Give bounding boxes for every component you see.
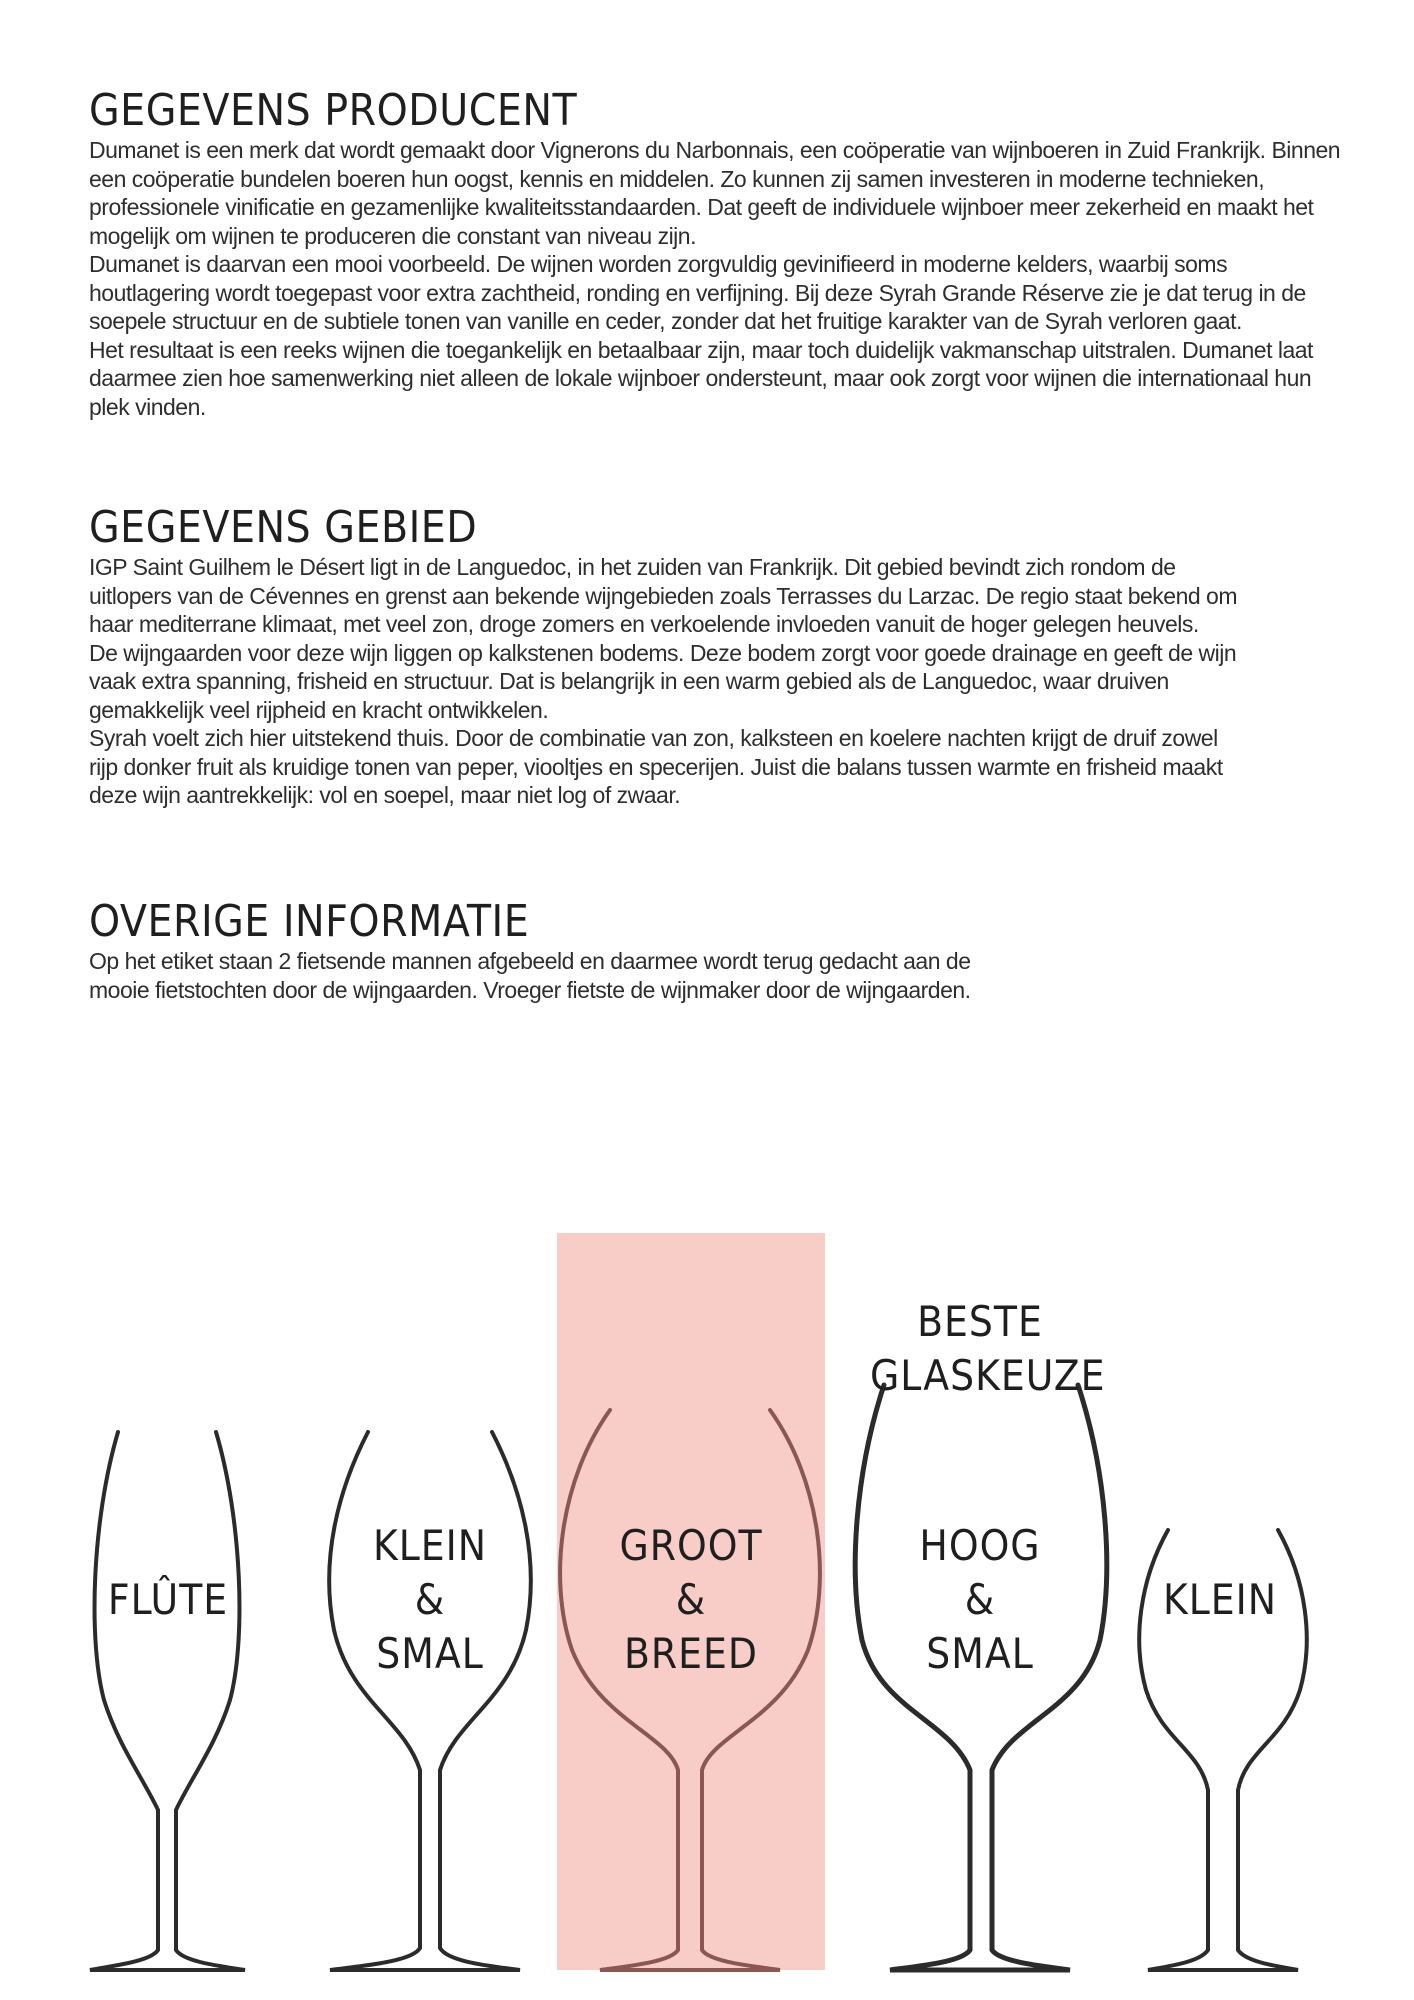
glass-label-large-wide: GROOT & BREED bbox=[619, 1521, 763, 1678]
heading-overige: OVERIGE INFORMATIE bbox=[89, 896, 530, 947]
glass-label-small-narrow: KLEIN & SMAL bbox=[372, 1521, 488, 1678]
large-wide-glass-icon bbox=[560, 1410, 820, 1970]
paragraph: De wijngaarden voor deze wijn liggen op kalkstenen bodems. Deze bodem zorgt voor goede drainage en geeft de wijn vaak extra spanning, frisheid en structuur. Dat is belangrijk in een warm gebied als de Languedoc, waar druiven gemakkelijk veel rijpheid en kracht ontwikkelen. bbox=[89, 639, 1237, 723]
paragraph: Syrah voelt zich hier uitstekend thuis. Door de combinatie van zon, kalksteen en koelere nachten krijgt de druif zowel rijp donker fruit als kruidige tonen van peper, viooltjes en specerijen. Juist die balans tussen warmte en frisheid maakt deze wijn aantrekkelijk: vol en soepel, maar niet log of zwaar. bbox=[89, 725, 1223, 808]
small-narrow-glass-icon bbox=[329, 1432, 531, 1970]
glass-label-flute: FLÛTE bbox=[107, 1575, 229, 1624]
best-choice-label: BESTE GLASKEUZE bbox=[870, 1297, 1106, 1400]
paragraph: IGP Saint Guilhem le Désert ligt in de Languedoc, in het zuiden van Frankrijk. Dit gebied bevindt zich rondom de uitlopers van de Cévennes en grenst aan bekende wijngebieden zoals Terrasses du Larzac. De regio staat bekend om haar mediterrane klimaat, met veel zon, droge zomers en verkoelende invloeden vanuit de hoger gelegen heuvels. bbox=[89, 554, 1237, 637]
paragraph: Dumanet is een merk dat wordt gemaakt door Vignerons du Narbonnais, een coöperatie van wijnboeren in Zuid Frankrijk. Binnen een coöperatie bundelen boeren hun oogst, kennis en middelen. Zo kunnen zij samen investeren in moderne technieken, professionele vinificatie en gezamenlijke kwaliteitsstandaarden. Dat geeft de individuele wijnboer meer zekerheid en maakt het mogelijk om wijnen te produceren die constant van niveau zijn. bbox=[89, 137, 1341, 249]
heading-producent: GEGEVENS PRODUCENT bbox=[89, 85, 578, 136]
flute-glass-icon bbox=[90, 1432, 245, 1970]
paragraph: Dumanet is daarvan een mooi voorbeeld. De wijnen worden zorgvuldig gevinifieerd in moderne kelders, waarbij soms houtlagering wordt toegepast voor extra zachtheid, ronding en verfijning. Bij deze Syrah Grande Réserve zie je dat terug in de soepele structuur en de subtiele tonen van vanille en ceder, zonder dat het fruitige karakter van de Syrah verloren gaat. bbox=[89, 251, 1306, 334]
glass-label-small: KLEIN bbox=[1162, 1575, 1278, 1624]
paragraph: Op het etiket staan 2 fietsende mannen afgebeeld en daarmee wordt terug gedacht aan de mooie fietstochten door de wijngaarden. Vroeger fietste de wijnmaker door de wijngaarden. bbox=[89, 948, 971, 1003]
glass-label-tall-narrow: HOOG & SMAL bbox=[919, 1521, 1041, 1678]
heading-gebied: GEGEVENS GEBIED bbox=[89, 502, 478, 553]
paragraph: Het resultaat is een reeks wijnen die toegankelijk en betaalbaar zijn, maar toch duidelijk vakmanschap uitstralen. Dumanet laat daarmee zien hoe samenwerking niet alleen de lokale wijnboer ondersteunt, maar ook zorgt voor wijnen die internationaal hun plek vinden. bbox=[89, 336, 1313, 420]
